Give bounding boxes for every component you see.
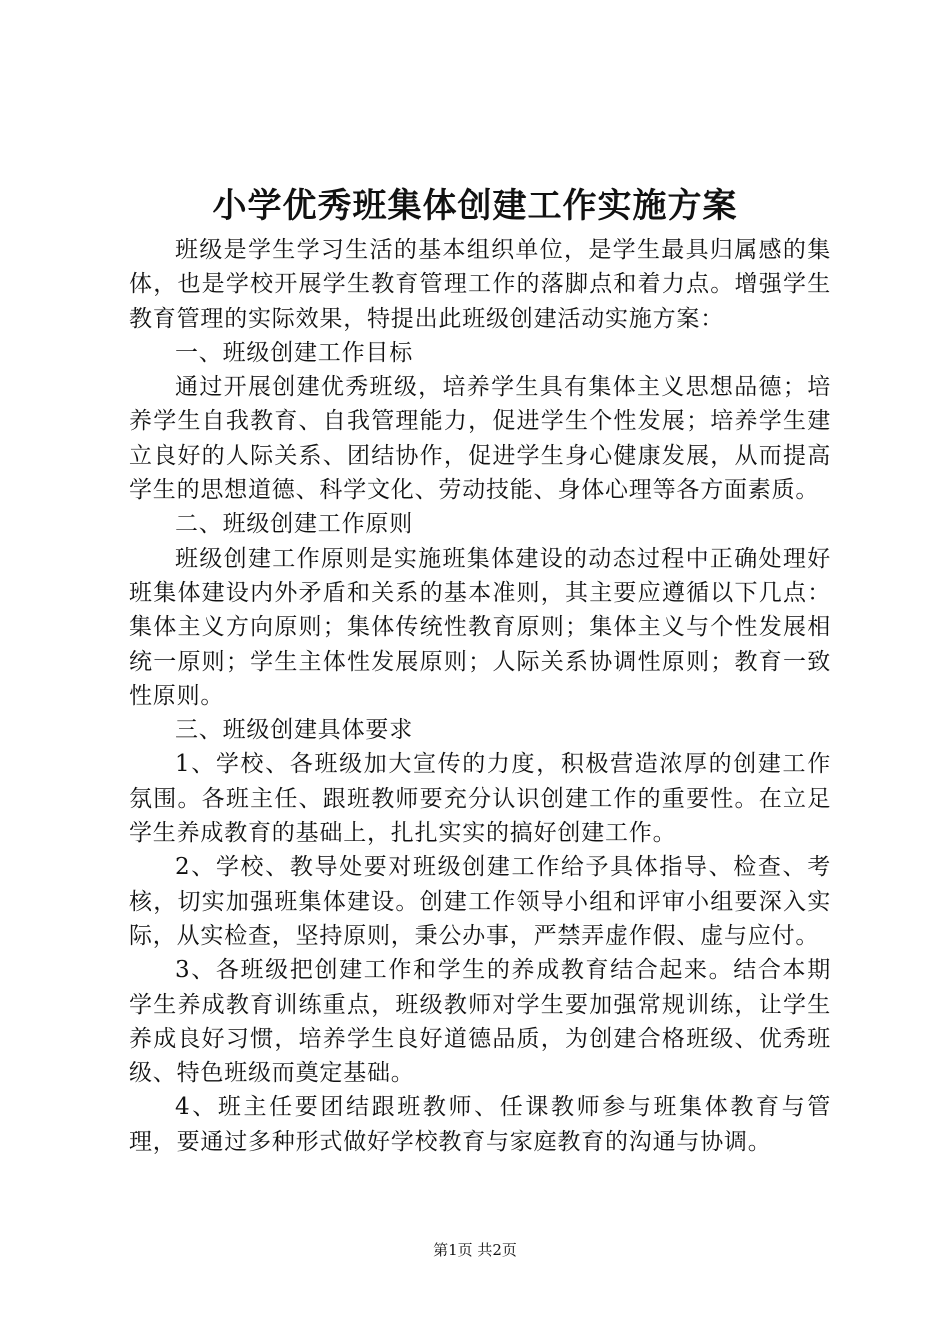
principles-paragraph: 班级创建工作原则是实施班集体建设的动态过程中正确处理好班集体建设内外矛盾和关系的基本准则，其主要应遵循以下几点：集体主义方向原则；集体传统性教育原则；集体主义与个性发展相统一原则；学生主体性发展原则；人际关系协调性原则；教育一致性原则。 [129,545,831,709]
page-footer: 第1页 共2页 [433,1241,517,1259]
requirement-item-4: 4、班主任要团结跟班教师、任课教师参与班集体教育与管理，要通过多种形式做好学校教育与家庭教育的沟通与协调。 [129,1094,831,1155]
section-heading-requirements: 三、班级创建具体要求 [175,717,413,744]
requirement-item-2: 2、学校、教导处要对班级创建工作给予具体指导、检查、考核，切实加强班集体建设。创建工作领导小组和评审小组要深入实际，从实检查，坚持原则，秉公办事，严禁弄虚作假、虚与应付。 [129,854,831,949]
intro-paragraph: 班级是学生学习生活的基本组织单位，是学生最具归属感的集体，也是学校开展学生教育管理工作的落脚点和着力点。增强学生教育管理的实际效果，特提出此班级创建活动实施方案： [129,237,831,332]
section-heading-goals: 一、班级创建工作目标 [175,339,413,366]
requirement-item-1: 1、学校、各班级加大宣传的力度，积极营造浓厚的创建工作氛围。各班主任、跟班教师要充分认识创建工作的重要性。在立足学生养成教育的基础上，扎扎实实的搞好创建工作。 [129,751,831,847]
section-heading-principles: 二、班级创建工作原则 [175,511,413,538]
goals-paragraph: 通过开展创建优秀班级，培养学生具有集体主义思想品德；培养学生自我教育、自我管理能力，促进学生个性发展；培养学生建立良好的人际关系、团结协作，促进学生身心健康发展，从而提高学生的思想道德、科学文化、劳动技能、身体心理等各方面素质。 [129,374,831,504]
requirement-item-3: 3、各班级把创建工作和学生的养成教育结合起来。结合本期学生养成教育训练重点，班级教师对学生要加强常规训练，让学生养成良好习惯，培养学生良好道德品质，为创建合格班级、优秀班级、特色班级而奠定基础。 [129,957,831,1087]
document-body [129,233,831,1159]
document-title: 小学优秀班集体创建工作实施方案 [212,186,738,226]
